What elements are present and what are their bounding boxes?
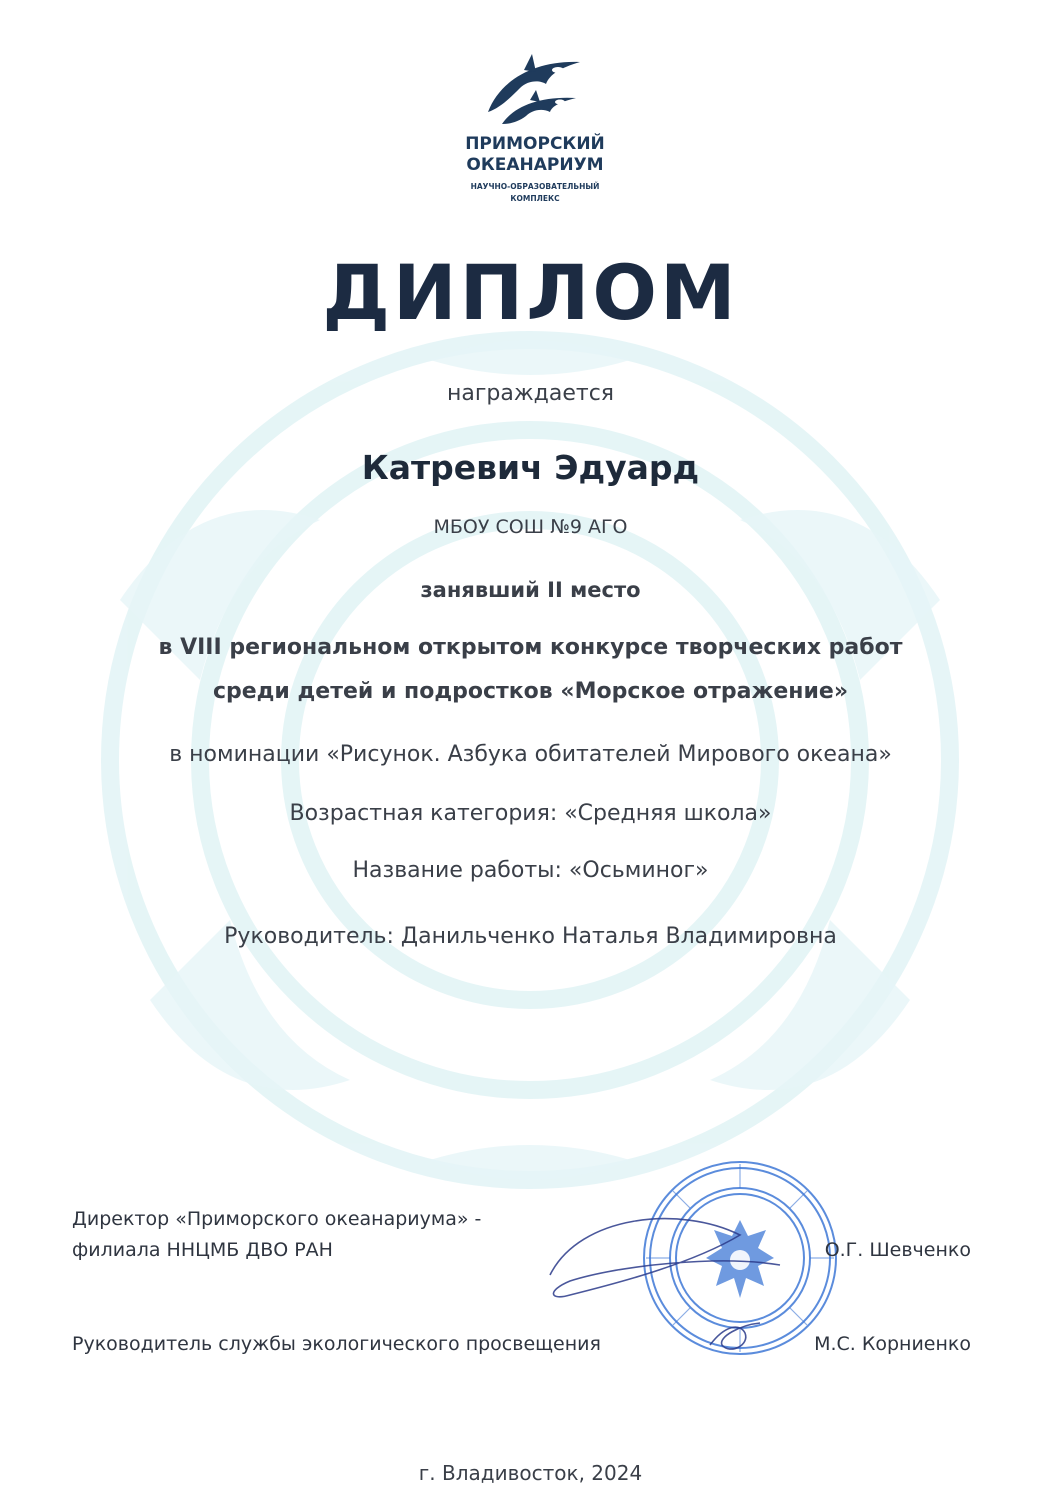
age-category-text: Возрастная категория: «Средняя школа»: [289, 801, 772, 826]
work-title-text: Название работы: «Осьминог»: [352, 858, 709, 883]
director-title-line2: филиала ННЦМБ ДВО РАН: [72, 1239, 333, 1261]
logo-subtitle-line1: НАУЧНО-ОБРАЗОВАТЕЛЬНЫЙ: [470, 182, 600, 191]
director-title-line1: Директор «Приморского океанариума» -: [72, 1208, 482, 1230]
leader-text: Руководитель: Данильченко Наталья Владимировна: [224, 924, 837, 949]
awarded-text: награждается: [446, 381, 615, 406]
director-name: О.Г. Шевченко: [824, 1239, 971, 1261]
recipient-name: Катревич Эдуард: [361, 448, 700, 487]
diploma-title: ДИПЛОМ: [322, 248, 739, 337]
orca-icon: [480, 50, 590, 130]
city-year: г. Владивосток, 2024: [418, 1461, 643, 1485]
logo-subtitle-line2: КОМПЛЕКС: [510, 194, 560, 203]
contest-line-2: среди детей и подростков «Морское отражение»: [212, 679, 849, 704]
head-title: Руководитель службы экологического просвещения: [72, 1333, 601, 1355]
school-name: МБОУ СОШ №9 АГО: [433, 516, 628, 538]
logo-name-line2: ОКЕАНАРИУМ: [466, 155, 604, 175]
contest-line-1: в VIII региональном открытом конкурсе творческих работ: [158, 635, 903, 660]
place-text: занявший II место: [420, 578, 641, 602]
logo-name-line1: ПРИМОРСКИЙ: [465, 134, 605, 154]
nomination-text: в номинации «Рисунок. Азбука обитателей Мирового океана»: [169, 742, 892, 767]
head-name: М.С. Корниенко: [814, 1333, 971, 1355]
oceanarium-logo: [430, 50, 640, 210]
